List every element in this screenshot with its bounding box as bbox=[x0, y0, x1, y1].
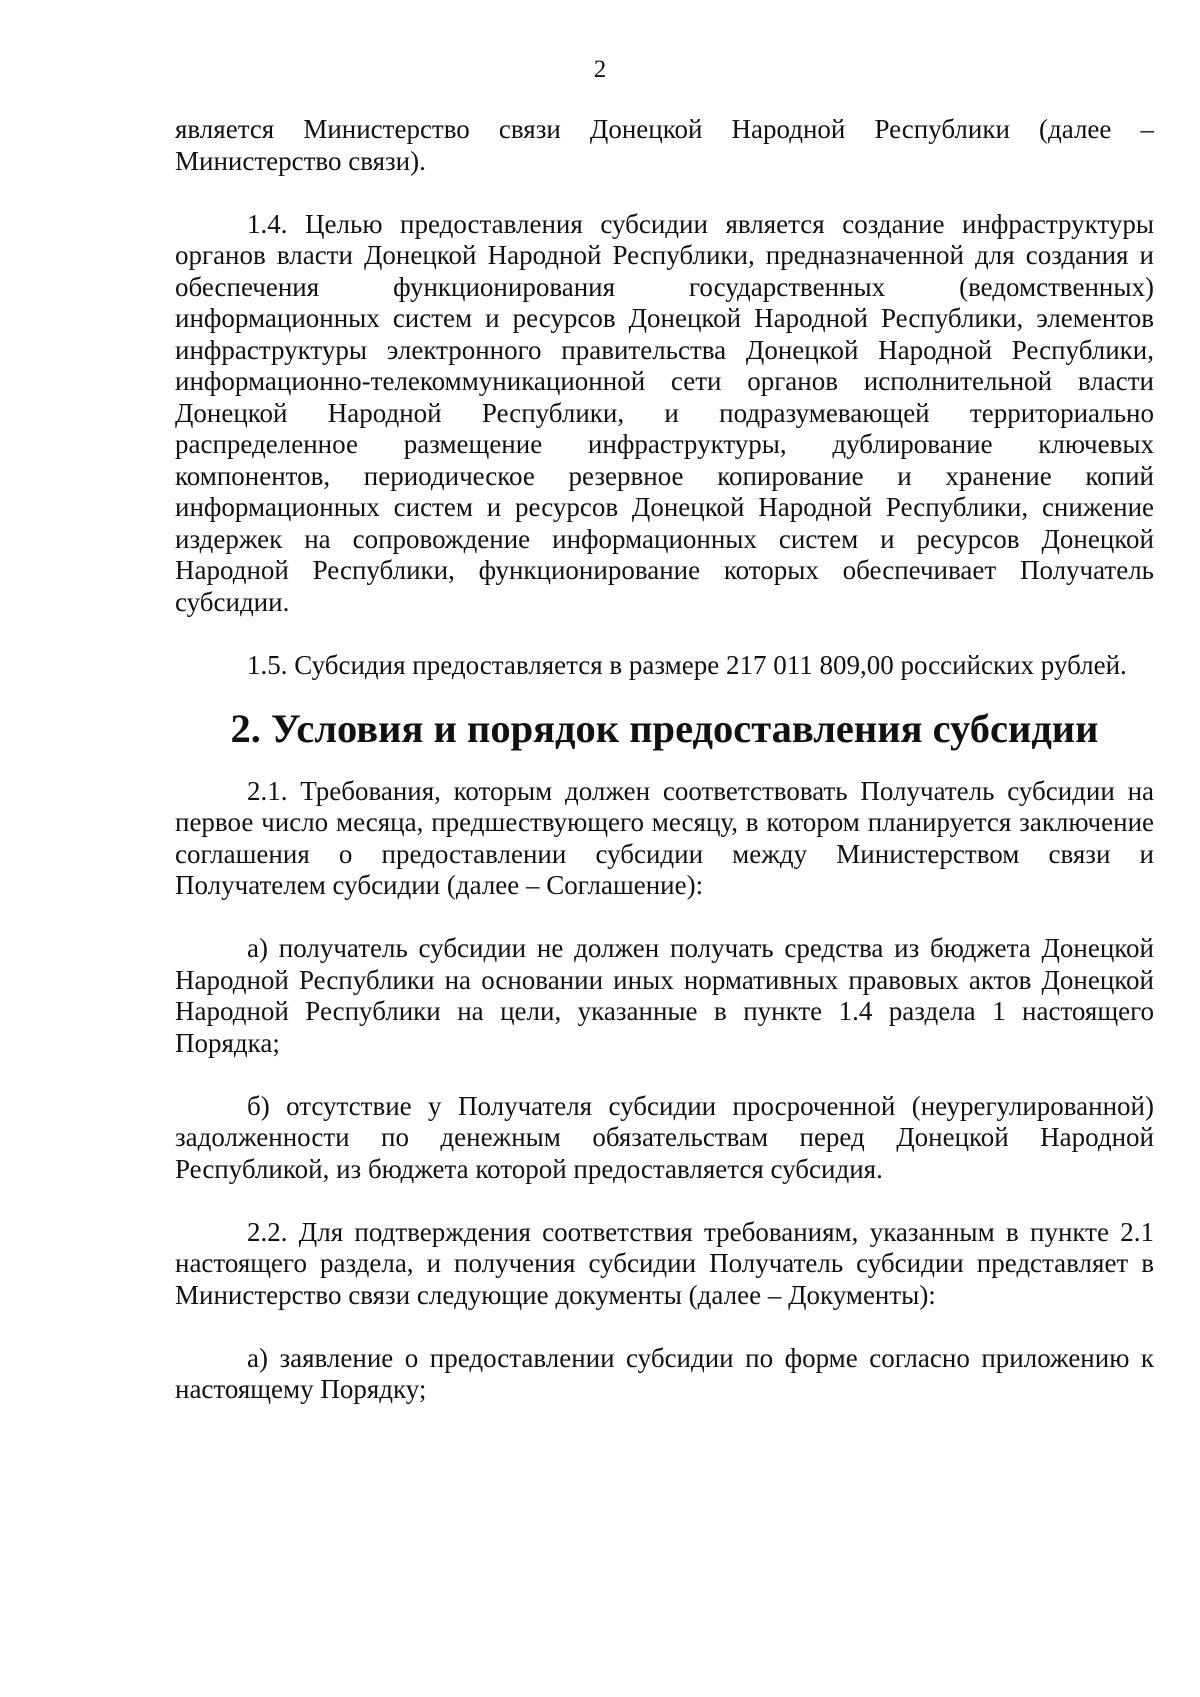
paragraph-2-1: 2.1. Требования, которым должен соответствовать Получатель субсидии на первое число месяца, предшествующего месяцу, в котором планируется заключение соглашения о предоставлении субсидии между Министерством связи и Получателем субсидии (далее – Соглашение): bbox=[175, 775, 1154, 900]
section-heading: 2. Условия и порядок предоставления субсидии bbox=[230, 705, 1099, 751]
paragraph-2-2: 2.2. Для подтверждения соответствия требованиям, указанным в пункте 2.1 настоящего раздела, и получения субсидии Получатель субсидии представляет в Министерство связи следующие документы (далее – Документы): bbox=[175, 1216, 1154, 1310]
paragraph-1-5: 1.5. Субсидия предоставляется в размере 217 011 809,00 российских рублей. bbox=[247, 649, 1127, 680]
paragraph-continuation: является Министерство связи Донецкой Народной Республики (далее – Министерство связи). bbox=[175, 114, 1154, 176]
paragraph-2-2-a: а) заявление о предоставлении субсидии по форме согласно приложению к настоящему Порядку; bbox=[175, 1342, 1154, 1404]
paragraph-2-1-a: а) получатель субсидии не должен получать средства из бюджета Донецкой Народной Республики на основании иных нормативных правовых актов Донецкой Народной Республики на цели, указанные в пункте 1.4 раздела 1 настоящего Порядка; bbox=[175, 933, 1154, 1058]
page-number: 2 bbox=[593, 56, 607, 83]
document-body bbox=[175, 114, 1154, 1437]
paragraph-2-1-b: б) отсутствие у Получателя субсидии просроченной (неурегулированной) задолженности по денежным обязательствам перед Донецкой Народной Республикой, из бюджета которой предоставляется субсидия. bbox=[175, 1090, 1154, 1184]
paragraph-1-4: 1.4. Целью предоставления субсидии является создание инфраструктуры органов власти Донецкой Народной Республики, предназначенной для создания и обеспечения функционирования государственных (ведомственных) информационных систем и ресурсов Донецкой Народной Республики, элементов инфраструктуры электронного правительства Донецкой Народной Республики, информационно-телекоммуникационной сети органов исполнительной власти Донецкой Народной Республики, и подразумевающей территориально распределенное размещение инфраструктуры, дублирование ключевых компонентов, периодическое резервное копирование и хранение копий информационных систем и ресурсов Донецкой Народной Республики, снижение издержек на сопровождение информационных систем и ресурсов Донецкой Народной Республики, функционирование которых обеспечивает Получатель субсидии. bbox=[175, 208, 1154, 617]
